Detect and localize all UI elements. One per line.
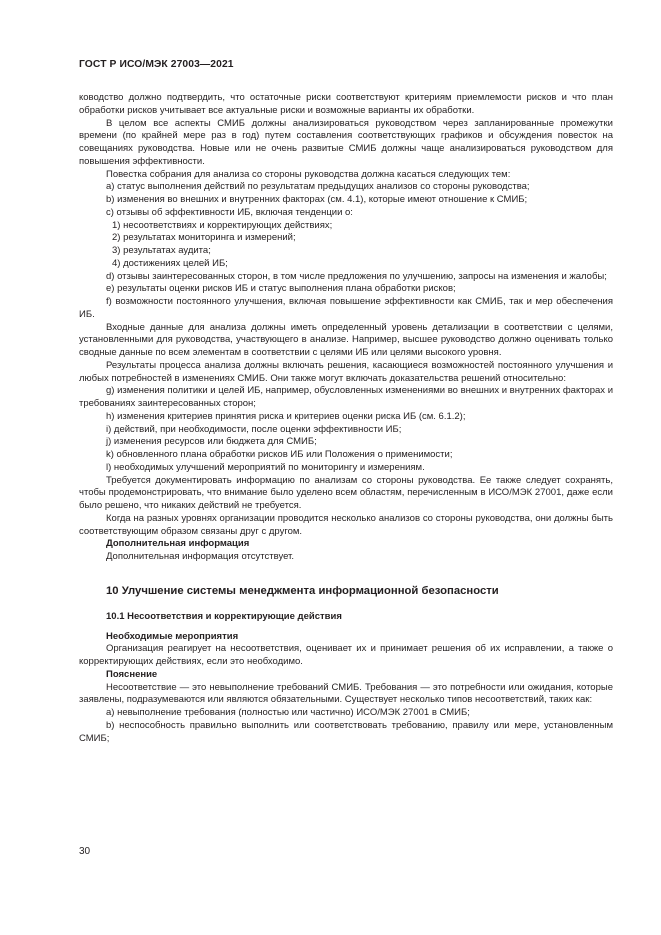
list-item: b) изменения во внешних и внутренних факторах (см. 4.1), которые имеют отношение к СМИБ; [106, 194, 528, 205]
paragraph: Когда на разных уровнях организации проводится несколько анализов со стороны руководства, они должны быть соответствующим образом связаны друг с другом. [79, 512, 613, 537]
list-item: k) обновленного плана обработки рисков ИБ или Положения о применимости; [106, 449, 453, 460]
paragraph: Входные данные для анализа должны иметь определенный уровень детализации в соответствии с целями, установленными для руководства, участвующего в анализе. Например, высшее руководство должно оценивать только сводные данные по всем элементам в соответствии с целями ИБ или целями высокого уровня. [79, 321, 613, 358]
page-number: 30 [79, 846, 91, 857]
list-item: j) изменения ресурсов или бюджета для СМИБ; [106, 436, 317, 448]
paragraph: Повестка собрания для анализа со стороны руководства должна касаться следующих тем: [106, 168, 511, 180]
section-heading: 10 Улучшение системы менеджмента информационной безопасности [106, 584, 499, 597]
sub-list-item: 3) результатах аудита; [112, 245, 211, 256]
list-item: l) необходимых улучшений мероприятий по мониторингу и измерениям. [106, 461, 425, 473]
subheading-explanation: Пояснение [106, 668, 158, 680]
list-item: i) действий, при необходимости, после оценки эффективности ИБ; [106, 423, 402, 435]
list-item: b) неспособность правильно выполнить или соответствовать требованию, правилу или мере, установленным СМИБ; [79, 719, 613, 744]
document-body [79, 92, 613, 745]
paragraph: В целом все аспекты СМИБ должны анализироваться руководством через запланированные промежутки времени (по крайней мере раз в год) путем составления соответствующих графиков и обсуждения повесток на совещаниях руководства. Новые или не очень развитые СМИБ должны чаще анализироваться руководством для повышения эффективности. [79, 117, 613, 167]
paragraph: Несоответствие — это невыполнение требований СМИБ. Требования — это потребности или ожидания, которые заявлены, подразумеваются или являются обязательными. Существует несколько типов несоответствий, таких как: [79, 681, 613, 706]
subheading-required-activities: Необходимые мероприятия [106, 630, 239, 642]
list-item: а) невыполнение требования (полностью или частично) ИСО/МЭК 27001 в СМИБ; [106, 707, 470, 718]
paragraph: ководство должно подтвердить, что остаточные риски соответствуют критериям приемлемости рисков и что план обработки рисков учитывает все актуальные риски и возможные варианты их обработки. [79, 92, 613, 116]
sub-list-item: 1) несоответствиях и корректирующих действиях; [112, 219, 333, 231]
list-item: а) статус выполнения действий по результатам предыдущих анализов со стороны руководства; [106, 181, 530, 193]
paragraph: Дополнительная информация отсутствует. [106, 551, 294, 562]
document-header: ГОСТ Р ИСО/МЭК 27003—2021 [79, 59, 234, 70]
list-item: g) изменения политики и целей ИБ, например, обусловленных изменениями во внешних и внутренних факторах и требованиях заинтересованных сторон; [79, 385, 613, 409]
list-item: е) результаты оценки рисков ИБ и статус выполнения плана обработки рисков; [106, 283, 456, 295]
paragraph: Организация реагирует на несоответствия, оценивает их и принимает решения об их исправлении, а также о корректирующих действиях, если это необходимо. [79, 643, 613, 667]
list-item: f) возможности постоянного улучшения, включая повышение эффективности как СМИБ, так и мер обеспечения ИБ. [79, 296, 613, 320]
sub-list-item: 2) результатах мониторинга и измерений; [112, 232, 296, 244]
paragraph: Требуется документировать информацию по анализам со стороны руководства. Ее также следует сохранять, чтобы продемонстрировать, что внимание было уделено всем областям, перечисленным в ИСО/МЭК 27001, даже если было решено, что никаких действий не требуется. [79, 474, 613, 511]
list-item: d) отзывы заинтересованных сторон, в том числе предложения по улучшению, запросы на изменения и жалобы; [106, 270, 607, 282]
sub-list-item: 4) достижениях целей ИБ; [112, 257, 228, 269]
list-item: с) отзывы об эффективности ИБ, включая тенденции о: [106, 206, 353, 218]
subsection-heading: 10.1 Несоответствия и корректирующие действия [106, 610, 342, 622]
subheading-additional-info: Дополнительная информация [106, 538, 250, 550]
paragraph: Результаты процесса анализа должны включать решения, касающиеся возможностей постоянного улучшения и любых потребностей в изменениях СМИБ. Они также могут включать доказательства решений относительно: [79, 359, 613, 384]
list-item: h) изменения критериев принятия риска и критериев оценки риска ИБ (см. 6.1.2); [106, 410, 466, 422]
